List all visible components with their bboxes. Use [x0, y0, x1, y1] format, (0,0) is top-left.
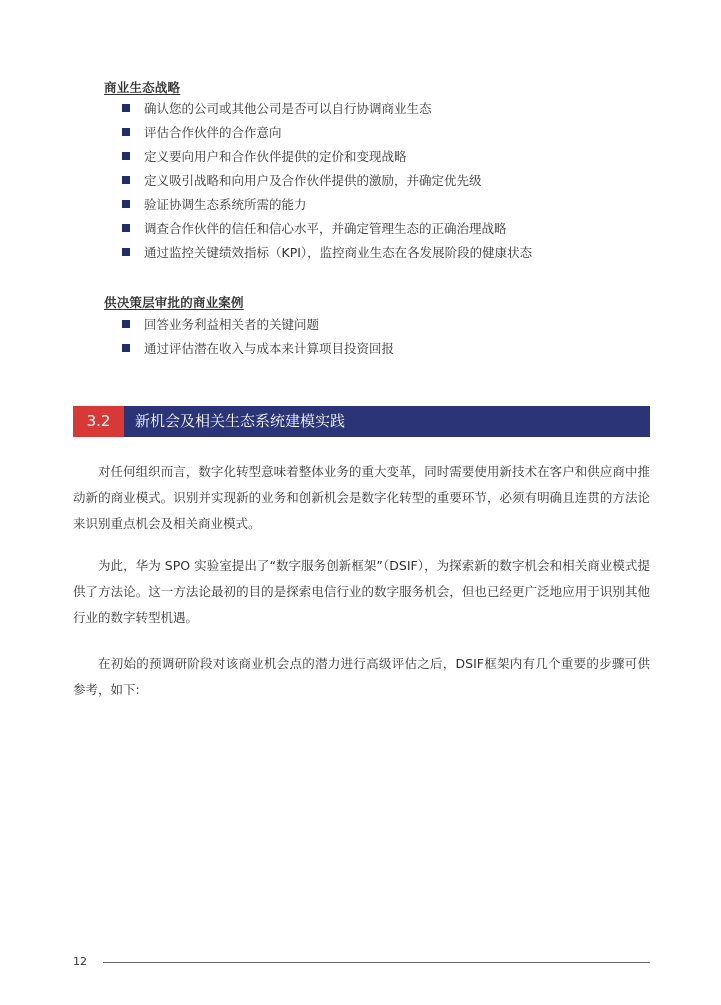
footer-divider	[103, 962, 650, 963]
list-item	[122, 241, 532, 265]
list-item	[122, 193, 532, 217]
list-item	[122, 145, 532, 169]
list-item	[122, 169, 532, 193]
section-header-bar	[73, 406, 650, 437]
square-bullet-icon	[122, 104, 130, 112]
square-bullet-icon	[122, 152, 130, 160]
square-bullet-icon	[122, 176, 130, 184]
list-item-text: 调查合作伙伴的信任和信心水平，并确定管理生态的正确治理战略	[144, 221, 507, 236]
square-bullet-icon	[122, 344, 130, 352]
ecosystem-strategy-heading: 商业生态战略	[104, 80, 181, 95]
section-title: 新机会及相关生态系统建模实践	[135, 412, 346, 430]
list-item-text: 通过监控关键绩效指标（KPI），监控商业生态在各发展阶段的健康状态	[144, 245, 533, 260]
business-case-list	[122, 313, 394, 361]
body-paragraph: 为此，华为 SPO 实验室提出了“数字服务创新框架”（DSIF），为探索新的数字机会和相关商业模式提供了方法论。这一方法论最初的目的是探索电信行业的数字服务机会，但也已经更广泛地应用于识别其他行业的数字转型机遇。	[73, 558, 650, 625]
body-paragraph: 在初始的预调研阶段对该商业机会点的潜力进行高级评估之后，DSIF框架内有几个重要的步骤可供参考，如下:	[73, 656, 650, 697]
page-number: 12	[73, 955, 87, 968]
list-item	[122, 97, 532, 121]
business-case-heading: 供决策层审批的商业案例	[104, 295, 244, 310]
list-item	[122, 217, 532, 241]
list-item-text: 定义吸引战略和向用户及合作伙伴提供的激励，并确定优先级	[144, 173, 482, 188]
square-bullet-icon	[122, 128, 130, 136]
list-item-text: 验证协调生态系统所需的能力	[144, 197, 307, 212]
body-paragraph: 对任何组织而言，数字化转型意味着整体业务的重大变革，同时需要使用新技术在客户和供应商中推动新的商业模式。识别并实现新的业务和创新机会是数字化转型的重要环节，必须有明确且连贯的方法论来识别重点机会及相关商业模式。	[73, 464, 650, 531]
list-item	[122, 313, 394, 337]
square-bullet-icon	[122, 200, 130, 208]
list-item-text: 定义要向用户和合作伙伴提供的定价和变现战略	[144, 149, 407, 164]
square-bullet-icon	[122, 320, 130, 328]
section-number: 3.2	[73, 406, 124, 437]
list-item-text: 回答业务利益相关者的关键问题	[144, 317, 320, 332]
list-item-text: 通过评估潜在收入与成本来计算项目投资回报	[144, 341, 395, 356]
list-item-text: 评估合作伙伴的合作意向	[144, 125, 282, 140]
ecosystem-strategy-list	[122, 97, 532, 265]
list-item	[122, 121, 532, 145]
list-item-text: 确认您的公司或其他公司是否可以自行协调商业生态	[144, 101, 432, 116]
square-bullet-icon	[122, 248, 130, 256]
square-bullet-icon	[122, 224, 130, 232]
list-item	[122, 337, 394, 361]
